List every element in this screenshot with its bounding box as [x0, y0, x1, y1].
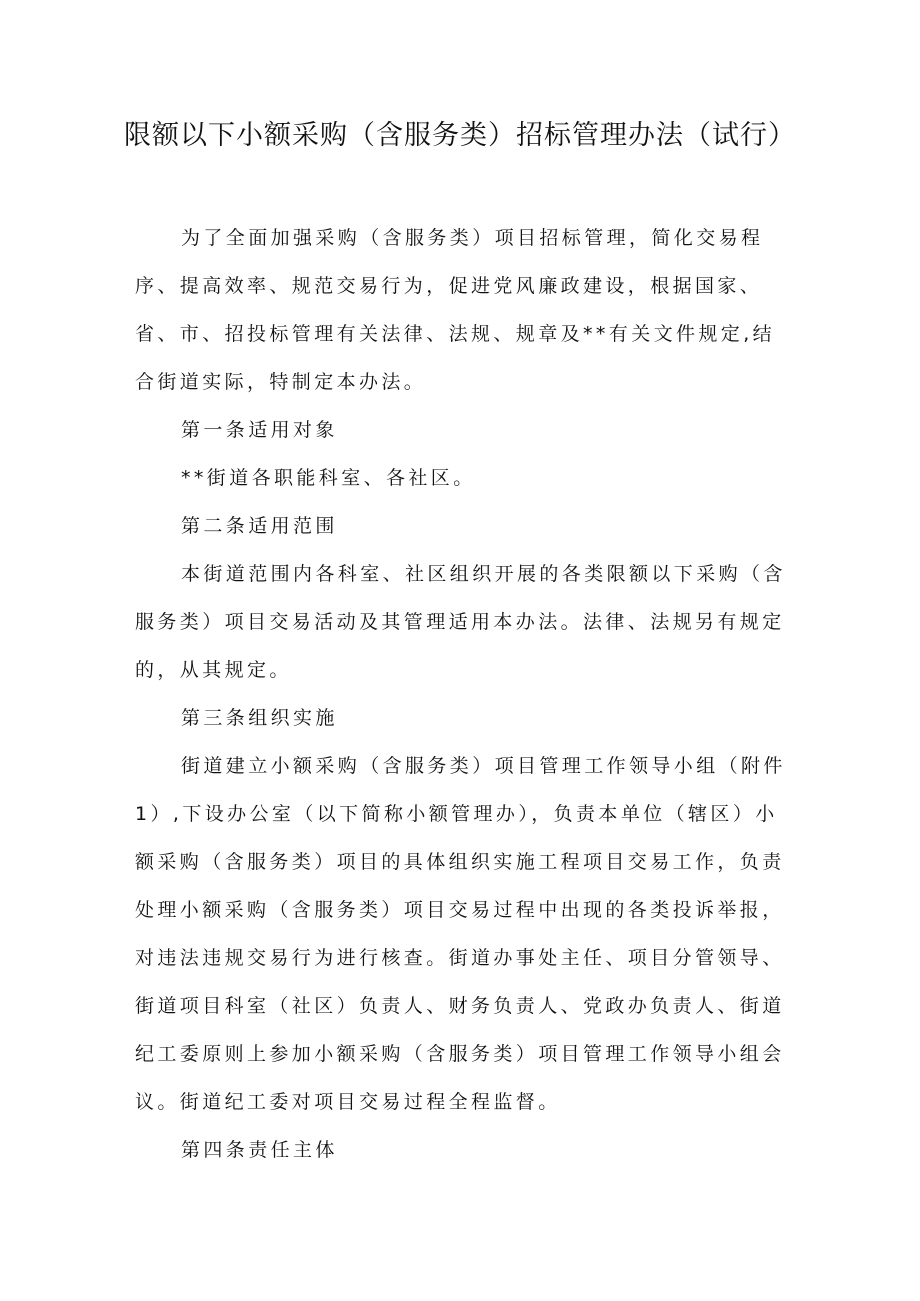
document-title: 限额以下小额采购（含服务类）招标管理办法（试行）	[124, 120, 796, 151]
article-3-heading: 第三条组织实施	[181, 707, 338, 729]
article-3-body: 街道建立小额采购（含服务类）项目管理工作领导小组（附件1）,下设办公室（以下简称小额管理办），负责本单位（辖区）小额采购（含服务类）项目的具体组织实施工程项目交易工作，负责处理小额采购（含服务类）项目交易过程中出现的各类投诉举报，对违法违规交易行为进行核查。街道办事处主任、项目分管领导、街道项目科室（社区）负责人、财务负责人、党政办负责人、街道纪工委原则上参加小额采购（含服务类）项目管理工作领导小组会议。街道纪工委对项目交易过程全程监督。	[135, 755, 786, 1113]
article-2-body: 本街道范围内各科室、社区组织开展的各类限额以下采购（含服务类）项目交易活动及其管理适用本办法。法律、法规另有规定的，从其规定。	[135, 563, 786, 681]
article-1-body: **街道各职能科室、各社区。	[181, 467, 476, 489]
article-4-heading: 第四条责任主体	[181, 1139, 338, 1161]
preamble-paragraph: 为了全面加强采购（含服务类）项目招标管理，简化交易程序、提高效率、规范交易行为，促进党风廉政建设，根据国家、省、市、招投标管理有关法律、法规、规章及**有关文件规定,结合街道实际，特制定本办法。	[135, 227, 776, 393]
article-1-heading: 第一条适用对象	[181, 419, 338, 441]
article-2-heading: 第二条适用范围	[181, 515, 338, 537]
